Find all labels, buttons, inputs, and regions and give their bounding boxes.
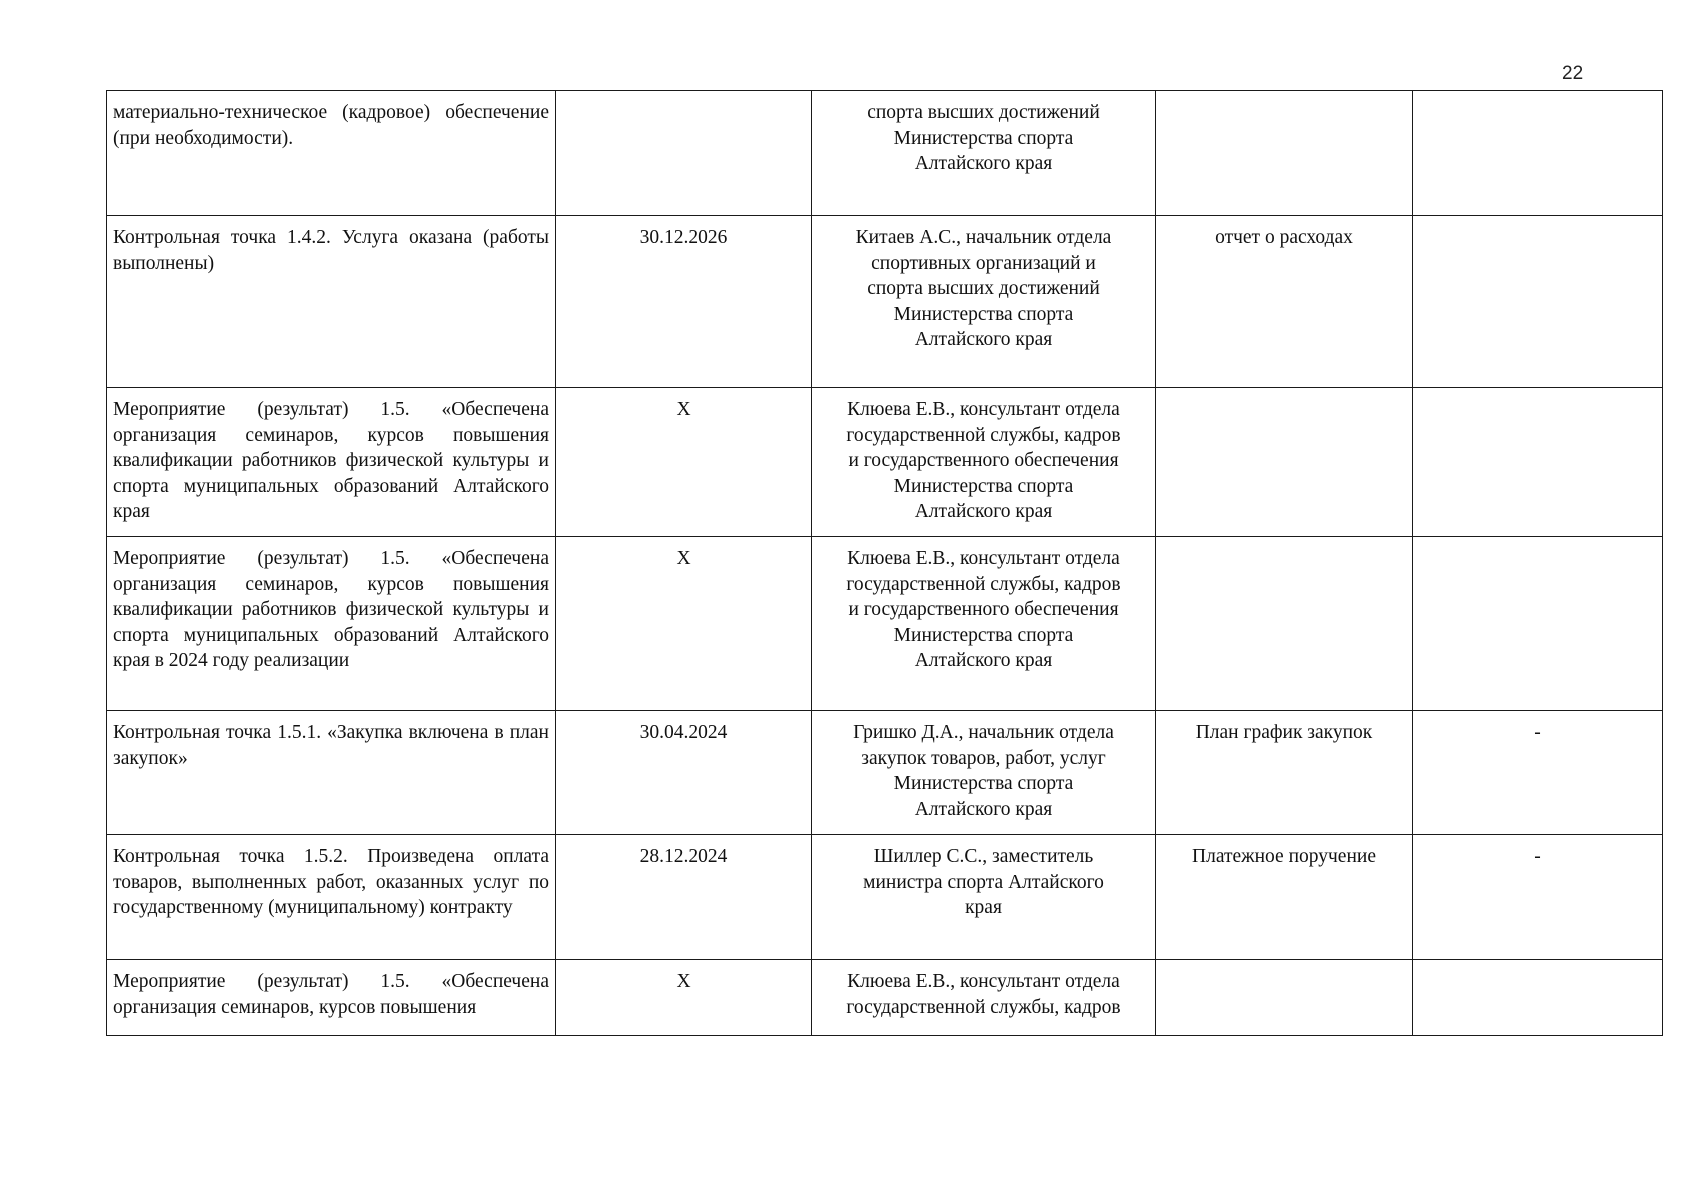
table-row <box>107 216 1663 388</box>
description-cell: Мероприятие (результат) 1.5. «Обеспечена организация семинаров, курсов повышения квалификации работников физической культуры и спорта муниципальных образований Алтайского края <box>107 388 556 537</box>
responsible-cell: Клюева Е.В., консультант отдела государственной службы, кадров и государственного обеспечения Министерства спорта Алтайского края <box>812 537 1156 711</box>
plan-table <box>106 90 1663 1036</box>
note-cell <box>1413 91 1663 216</box>
note-cell: - <box>1413 835 1663 960</box>
date-cell <box>556 91 812 216</box>
description-cell: Мероприятие (результат) 1.5. «Обеспечена организация семинаров, курсов повышения квалификации работников физической культуры и спорта муниципальных образований Алтайского края в 2024 году реализации <box>107 537 556 711</box>
document-cell: Платежное поручение <box>1156 835 1413 960</box>
date-cell: 28.12.2024 <box>556 835 812 960</box>
table-row <box>107 91 1663 216</box>
description-cell: Контрольная точка 1.4.2. Услуга оказана (работы выполнены) <box>107 216 556 388</box>
description-cell: Контрольная точка 1.5.2. Произведена оплата товаров, выполненных работ, оказанных услуг по государственному (муниципальному) контракту <box>107 835 556 960</box>
responsible-cell: Клюева Е.В., консультант отдела государственной службы, кадров и государственного обеспечения Министерства спорта Алтайского края <box>812 388 1156 537</box>
table-row <box>107 835 1663 960</box>
document-cell <box>1156 388 1413 537</box>
date-cell: Х <box>556 960 812 1036</box>
document-cell <box>1156 91 1413 216</box>
note-cell <box>1413 537 1663 711</box>
document-cell: отчет о расходах <box>1156 216 1413 388</box>
responsible-cell: спорта высших достижений Министерства спорта Алтайского края <box>812 91 1156 216</box>
description-cell: материально-техническое (кадровое) обеспечение (при необходимости). <box>107 91 556 216</box>
note-cell <box>1413 216 1663 388</box>
note-cell: - <box>1413 711 1663 835</box>
document-cell <box>1156 960 1413 1036</box>
responsible-cell: Китаев А.С., начальник отдела спортивных организаций и спорта высших достижений Министерства спорта Алтайского края <box>812 216 1156 388</box>
responsible-cell: Клюева Е.В., консультант отдела государственной службы, кадров <box>812 960 1156 1036</box>
date-cell: 30.04.2024 <box>556 711 812 835</box>
table-row <box>107 960 1663 1036</box>
note-cell <box>1413 388 1663 537</box>
table-row <box>107 388 1663 537</box>
date-cell: Х <box>556 388 812 537</box>
responsible-cell: Шиллер С.С., заместитель министра спорта Алтайского края <box>812 835 1156 960</box>
document-cell: План график закупок <box>1156 711 1413 835</box>
date-cell: 30.12.2026 <box>556 216 812 388</box>
table-row <box>107 537 1663 711</box>
document-cell <box>1156 537 1413 711</box>
description-cell: Контрольная точка 1.5.1. «Закупка включена в план закупок» <box>107 711 556 835</box>
table-row <box>107 711 1663 835</box>
note-cell <box>1413 960 1663 1036</box>
responsible-cell: Гришко Д.А., начальник отдела закупок товаров, работ, услуг Министерства спорта Алтайского края <box>812 711 1156 835</box>
date-cell: Х <box>556 537 812 711</box>
description-cell: Мероприятие (результат) 1.5. «Обеспечена организация семинаров, курсов повышения <box>107 960 556 1036</box>
page-number: 22 <box>1562 63 1584 84</box>
